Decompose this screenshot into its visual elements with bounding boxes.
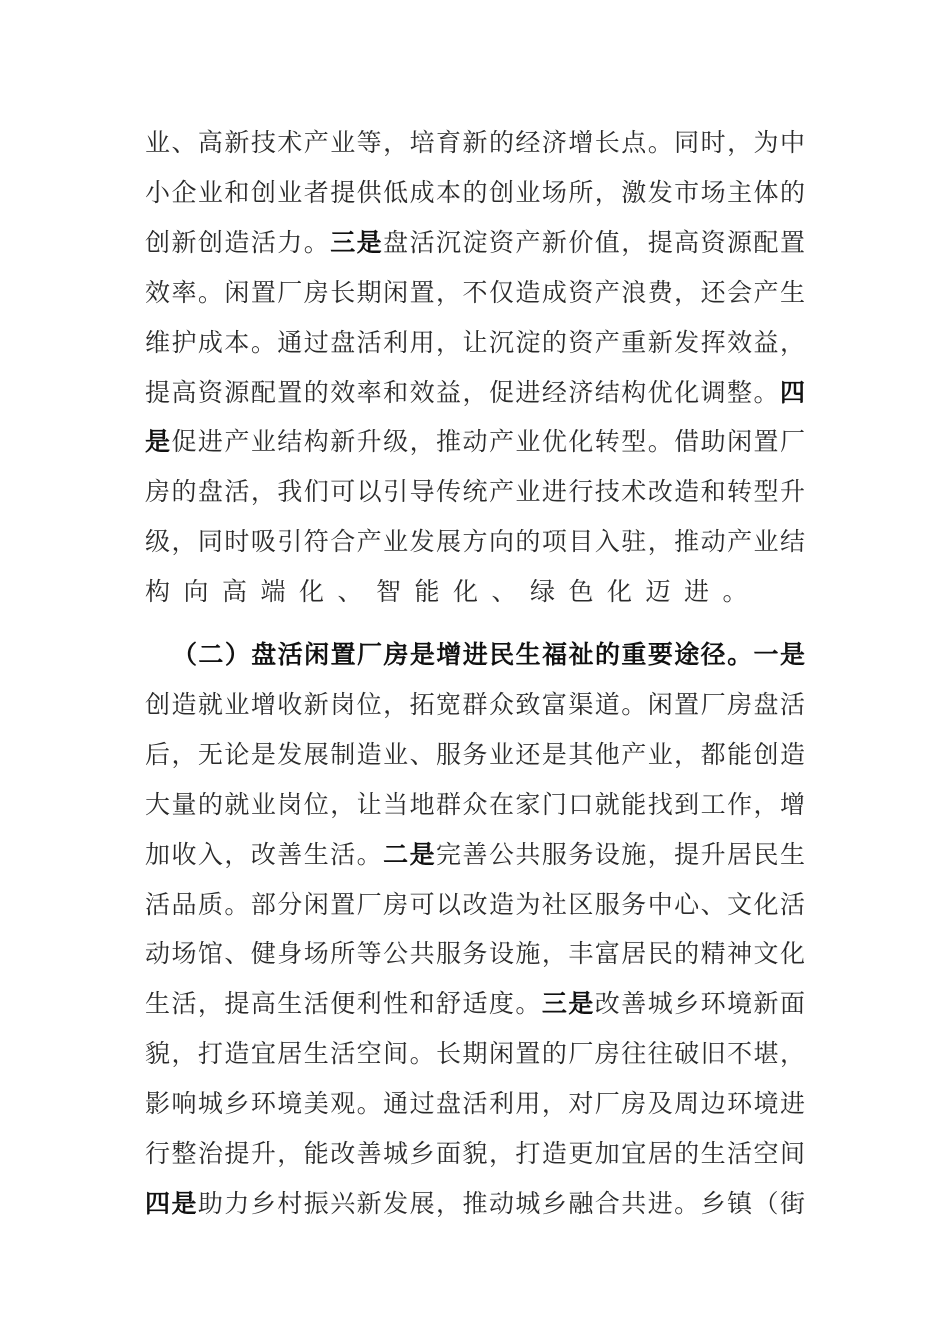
body-text: 加收入，改善生活。 (145, 839, 384, 869)
paragraph-1-line (145, 574, 805, 610)
paragraph-2-line (145, 1186, 805, 1222)
body-text: 生活，提高生活便利性和舒适度。 (145, 989, 542, 1019)
bold-text: 四 (779, 377, 805, 407)
paragraph-2-line (145, 787, 805, 823)
body-text: 效率。闲置厂房长期闲置，不仅造成资产浪费，还会产生 (145, 277, 805, 307)
paragraph-2-line (145, 737, 805, 773)
body-text: 大量的就业岗位，让当地群众在家门口就能找到工作，增 (145, 789, 805, 819)
paragraph-1-line (145, 175, 805, 211)
paragraph-2-line (145, 837, 805, 873)
bold-text: （二）盘活闲置厂房是增进民生福祉的重要途径。一是 (172, 640, 805, 669)
body-text: 级，同时吸引符合产业发展方向的项目入驻，推动产业结 (145, 527, 805, 557)
paragraph-1-line (145, 524, 805, 560)
body-text: 后，无论是发展制造业、服务业还是其他产业，都能创造 (145, 739, 805, 769)
paragraph-1-line (145, 275, 805, 311)
body-text: 促进产业结构新升级，推动产业优化转型。借助闲置厂 (171, 427, 805, 457)
body-text: 行整治提升，能改善城乡面貌，打造更加宜居的生活空间 (145, 1139, 805, 1168)
paragraph-2-line (145, 986, 805, 1022)
body-text: 改善城乡环境新面 (594, 989, 805, 1019)
paragraph-1-line (145, 424, 805, 460)
body-text: 盘活沉淀资产新价值，提高资源配置 (383, 227, 805, 257)
paragraph-2-line (145, 1036, 805, 1072)
body-text: 小企业和创业者提供低成本的创业场所，激发市场主体的 (145, 177, 805, 207)
body-text: 动场馆、健身场所等公共服务设施，丰富居民的精神文化 (145, 939, 805, 969)
body-text: 创造就业增收新岗位，拓宽群众致富渠道。闲置厂房盘活 (145, 689, 805, 719)
body-text: 提高资源配置的效率和效益，促进经济结构优化调整。 (145, 377, 780, 407)
body-text: 貌，打造宜居生活空间。长期闲置的厂房往往破旧不堪， (145, 1039, 805, 1069)
paragraph-2-line (172, 637, 805, 673)
paragraph-1-line (145, 375, 805, 411)
body-text: 活品质。部分闲置厂房可以改造为社区服务中心、文化活 (145, 889, 805, 919)
paragraph-2-line (145, 1086, 805, 1122)
body-text: 业、高新技术产业等，培育新的经济增长点。同时，为中 (145, 128, 805, 157)
body-text: 助力乡村振兴新发展，推动城乡融合共进。乡镇（街 (197, 1188, 805, 1218)
bold-text: 是 (145, 427, 172, 457)
bold-text: 四是 (145, 1188, 198, 1218)
paragraph-1-line (145, 225, 805, 261)
bold-text: 三是 (541, 989, 595, 1019)
paragraph-1-line (145, 325, 805, 361)
body-text: 维护成本。通过盘活利用，让沉淀的资产重新发挥效益， (145, 327, 805, 357)
paragraph-2-line (145, 1136, 805, 1172)
body-text: 创新创造活力。 (145, 227, 331, 257)
paragraph-1-line (145, 125, 805, 161)
bold-text: 三是 (330, 227, 384, 257)
paragraph-2-line (145, 936, 805, 972)
body-text: 构向高端化、智能化、绿色化迈进。 (145, 577, 762, 607)
body-text: 完善公共服务设施，提升居民生 (436, 839, 805, 869)
paragraph-2-line (145, 687, 805, 723)
paragraph-2-line (145, 887, 805, 923)
body-text: 房的盘活，我们可以引导传统产业进行技术改造和转型升 (145, 477, 805, 507)
paragraph-1-line (145, 474, 805, 510)
bold-text: 二是 (383, 839, 437, 869)
body-text: 影响城乡环境美观。通过盘活利用，对厂房及周边环境进 (145, 1089, 805, 1119)
